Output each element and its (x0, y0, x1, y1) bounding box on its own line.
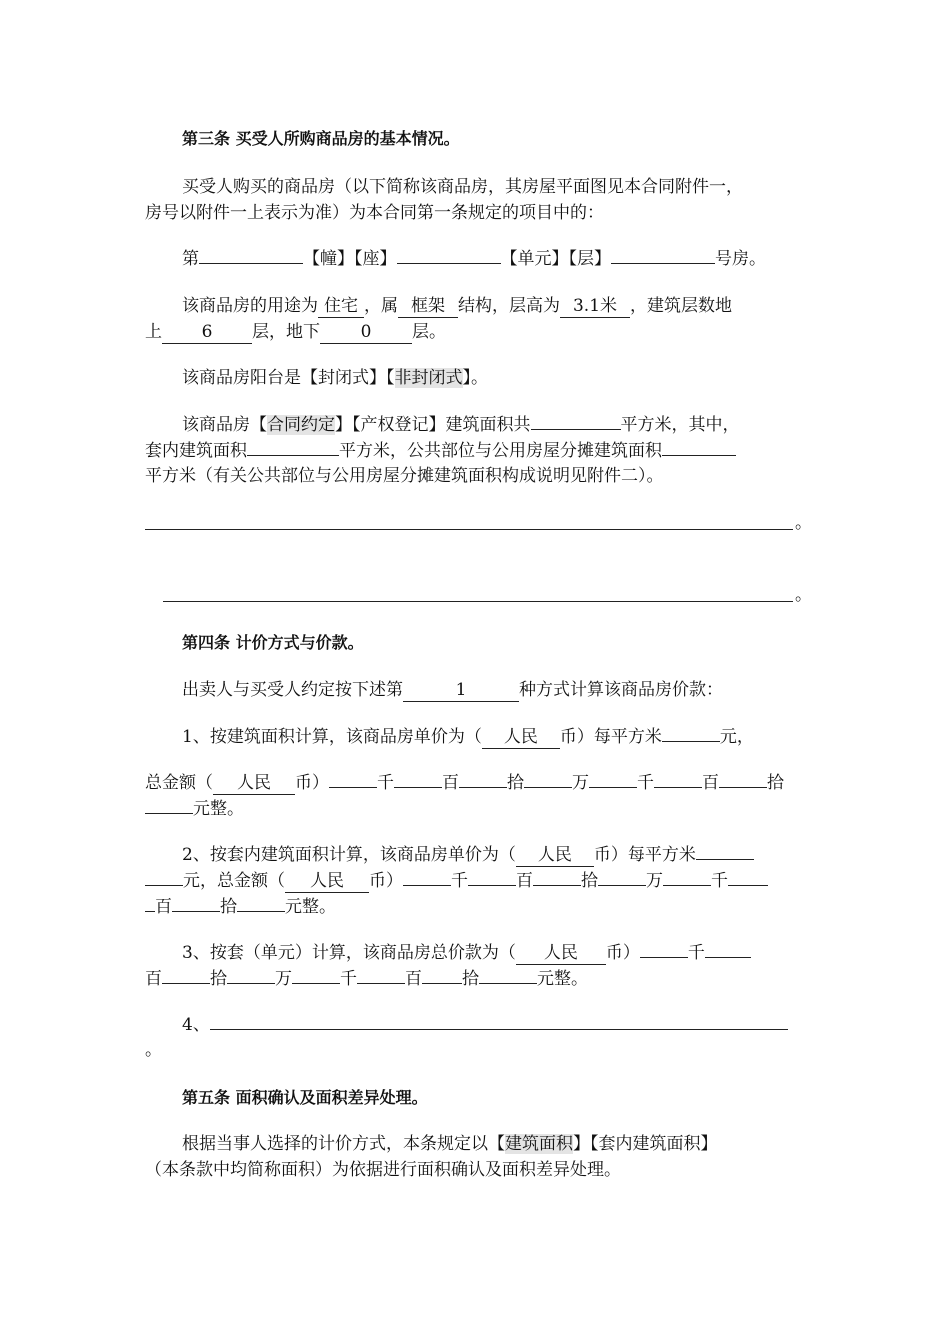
unit-bai: 百 (516, 871, 533, 891)
area-line1 (182, 413, 740, 436)
area-selected: 合同约定 (267, 415, 335, 435)
method-1-unit-label: 币）每平方米 (559, 727, 662, 747)
balcony-selected: 非封闭式 (394, 368, 463, 388)
method-3-currency: 人民 (516, 942, 606, 965)
article-3-heading: 第三条 买受人所购商品房的基本情况。 (182, 129, 460, 148)
unit-yuan: 元整。 (193, 799, 244, 819)
total-label: 总金额（ (145, 773, 213, 793)
room-prefix: 第 (182, 249, 199, 269)
blank-rule-2 (163, 600, 793, 602)
unit-bai: 百 (145, 969, 162, 989)
article-4-heading: 第四条 计价方式与价款。 (182, 633, 364, 652)
method-2-line (182, 843, 754, 867)
floors-below-value: 0 (320, 321, 412, 344)
amount-blank (459, 771, 507, 788)
total-currency: 人民 (213, 772, 295, 795)
amount-blank (479, 967, 537, 984)
usage-value: 住宅 (318, 295, 364, 318)
method-4-blank (210, 1013, 788, 1030)
method-1-total-line (145, 771, 784, 795)
amount-blank (468, 869, 516, 886)
method-2-line2 (145, 869, 768, 893)
method-4-line (182, 1013, 788, 1036)
balcony-line (182, 367, 488, 389)
floor-height-value: 3.1米 (560, 295, 630, 318)
amount-blank (145, 895, 155, 912)
unit-bai: 百 (442, 773, 459, 793)
unit-shi: 拾 (462, 969, 479, 989)
amount-blank (172, 895, 220, 912)
method-4-end: 。 (145, 1040, 162, 1060)
room-building-options: 【幢】【座】 (303, 249, 397, 269)
method-1-total-line2 (145, 797, 244, 820)
article-3-paragraph-line1: 买受人购买的商品房（以下简称该商品房，其房屋平面图见本合同附件一， (182, 177, 743, 197)
method-2-unit-label: 币）每平方米 (593, 845, 696, 865)
unit-shi: 拾 (220, 897, 237, 917)
unit-qian: 千 (711, 871, 728, 891)
building-area-blank (531, 413, 621, 430)
unit-blank (397, 247, 501, 264)
usage-line (182, 295, 732, 318)
unit-yuan: 元整。 (285, 897, 336, 917)
method-2-currency: 人民 (516, 844, 594, 867)
method-1-currency: 人民 (482, 726, 560, 749)
unit-bai: 百 (155, 897, 172, 917)
inner-area-label: 套内建筑面积 (145, 441, 247, 461)
amount-blank (237, 895, 285, 912)
amount-blank (533, 869, 581, 886)
amount-blank (598, 869, 646, 886)
amount-blank (705, 941, 751, 958)
method-1-price-blank (662, 725, 720, 742)
unit-bai: 百 (405, 969, 422, 989)
method-label: 出卖人与买受人约定按下述第 (182, 680, 403, 700)
method-3-currency-suffix: 币） (605, 943, 640, 963)
method-value: 1 (403, 679, 519, 702)
method-3-line (182, 941, 751, 965)
method-3-line2 (145, 967, 588, 990)
amount-blank (394, 771, 442, 788)
amount-blank (145, 869, 183, 886)
amount-blank (357, 967, 405, 984)
usage-label: 该商品房的用途为 (182, 296, 318, 316)
shared-area-blank (662, 439, 736, 456)
unit-qian: 千 (687, 943, 705, 963)
total-currency-suffix: 币） (295, 773, 329, 793)
amount-blank (654, 771, 702, 788)
method-1-suffix: 元， (719, 727, 754, 747)
method-2-currency-suffix: 币） (369, 871, 403, 891)
height-label: 结构，层高为 (458, 296, 560, 316)
floors-suffix: 层。 (412, 322, 446, 342)
unit-qian: 千 (637, 773, 654, 793)
structure-label: ，属 (364, 296, 398, 316)
unit-shi: 拾 (767, 773, 784, 793)
area-line3: 平方米（有关公共部位与公用房屋分摊建筑面积构成说明见附件二）。 (145, 466, 664, 486)
method-1-line (182, 725, 754, 749)
area-line2 (145, 439, 736, 462)
unit-wan: 万 (646, 871, 663, 891)
amount-blank (403, 869, 451, 886)
method-3-label: 3、按套（单元）计算，该商品房总价款为（ (182, 943, 516, 963)
article-5-heading: 第五条 面积确认及面积差异处理。 (182, 1088, 428, 1107)
method-2-label: 2、按套内建筑面积计算，该商品房单价为（ (182, 845, 516, 865)
amount-blank (728, 869, 768, 886)
unit-shi: 拾 (210, 969, 227, 989)
amount-blank (292, 967, 340, 984)
room-number-line (182, 247, 766, 270)
floors-above-value: 6 (162, 321, 252, 344)
balcony-suffix: 】。 (462, 368, 488, 388)
article-3-paragraph-line2: 房号以附件一上表示为准）为本合同第一条规定的项目中的： (145, 203, 604, 223)
article-5-selected: 建筑面积 (505, 1134, 573, 1154)
unit-qian: 千 (451, 871, 468, 891)
amount-blank (145, 797, 193, 814)
unit-qian: 千 (377, 773, 394, 793)
floors-above-label: 上 (145, 322, 162, 342)
structure-value: 框架 (398, 295, 458, 318)
floors-below-label: 层，地下 (252, 322, 320, 342)
method-suffix: 种方式计算该商品房价款： (519, 680, 723, 700)
room-unit-options: 【单元】【层】 (500, 249, 611, 269)
amount-blank (524, 771, 572, 788)
unit-shi: 拾 (581, 871, 598, 891)
shared-area-label: 平方米，公共部位与公用房屋分摊建筑面积 (339, 441, 662, 461)
floors-line (145, 321, 446, 344)
article-5-text-a: 根据当事人选择的计价方式，本条规定以【 (182, 1134, 505, 1154)
area-label-2: 】【产权登记】建筑面积共 (335, 415, 531, 435)
unit-wan: 万 (275, 969, 292, 989)
floors-label: ，建筑层数地 (630, 296, 732, 316)
amount-blank (589, 771, 637, 788)
amount-blank (719, 771, 767, 788)
unit-qian: 千 (340, 969, 357, 989)
blank-rule-1-period: 。 (795, 513, 812, 533)
building-blank (199, 247, 303, 264)
amount-blank (227, 967, 275, 984)
blank-rule-2-period: 。 (795, 585, 812, 605)
method-line (182, 679, 723, 702)
article-5-line2: （本条款中均简称面积）为依据进行面积确认及面积差异处理。 (145, 1160, 621, 1180)
unit-shi: 拾 (507, 773, 524, 793)
area-label-3: 平方米，其中， (620, 415, 740, 435)
blank-rule-1 (145, 528, 793, 530)
amount-blank (162, 967, 210, 984)
method-2-total-label: 元，总金额（ (183, 871, 285, 891)
method-2-price-blank (696, 843, 754, 860)
balcony-label: 该商品房阳台是【封闭式】【 (182, 368, 395, 388)
room-blank (611, 247, 715, 264)
amount-blank (329, 771, 377, 788)
amount-blank (663, 869, 711, 886)
unit-wan: 万 (572, 773, 589, 793)
method-4-label: 4、 (182, 1015, 210, 1035)
method-2-line3 (145, 895, 336, 918)
unit-yuan: 元整。 (537, 969, 588, 989)
amount-blank (422, 967, 462, 984)
inner-area-blank (247, 439, 339, 456)
article-5-line1 (182, 1133, 718, 1155)
room-suffix: 号房。 (715, 249, 766, 269)
method-2-total-currency: 人民 (285, 870, 369, 893)
method-1-label: 1、按建筑面积计算，该商品房单价为（ (182, 727, 482, 747)
amount-blank (640, 941, 688, 958)
unit-bai: 百 (702, 773, 719, 793)
area-label: 该商品房【 (182, 415, 267, 435)
article-5-text-b: 】【套内建筑面积】 (573, 1134, 718, 1154)
